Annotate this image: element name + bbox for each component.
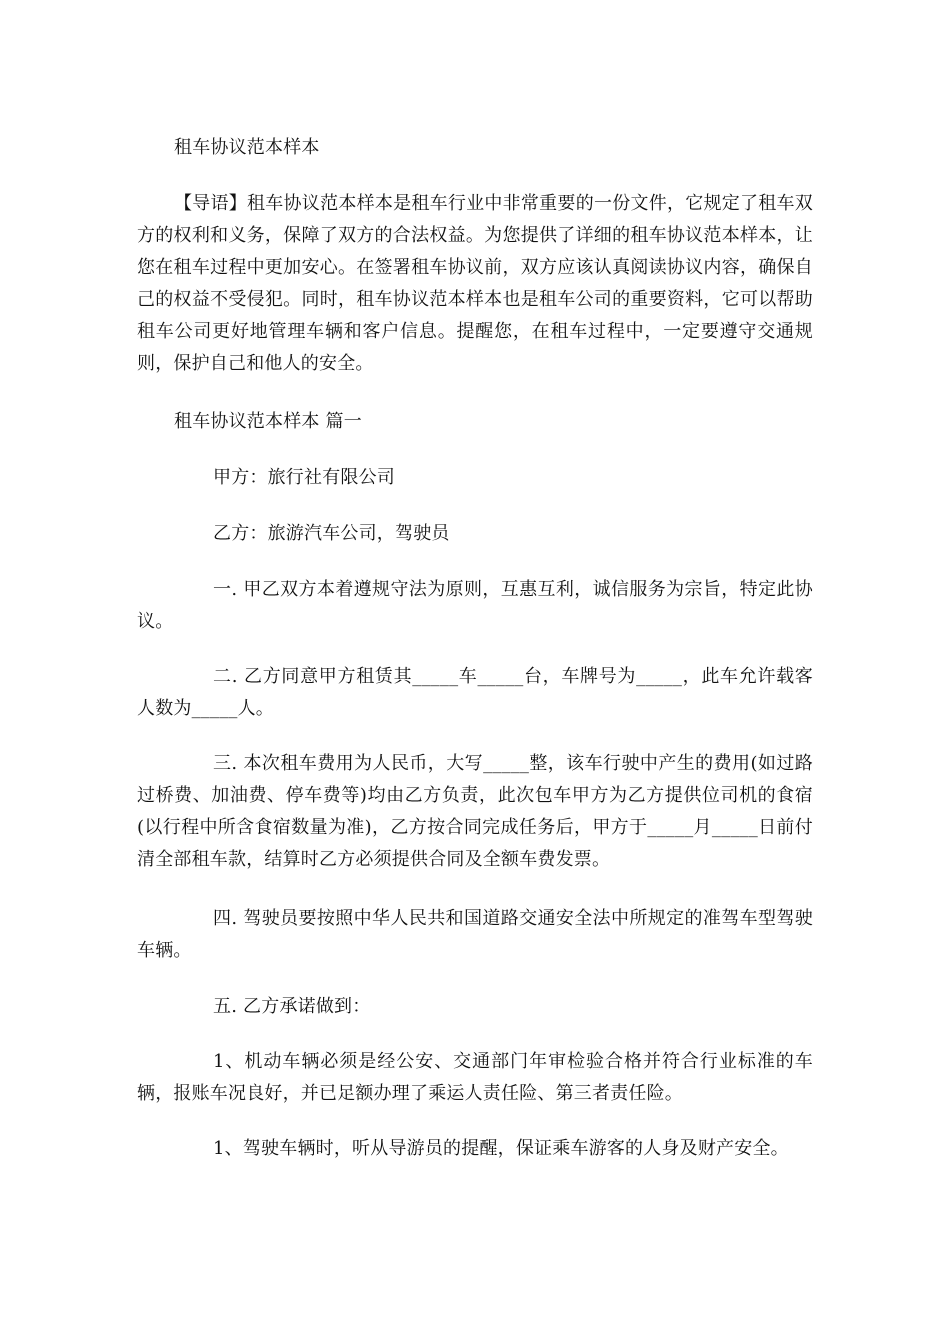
party-b: 乙方：旅游汽车公司，驾驶员 — [213, 523, 450, 544]
clause-5: 五. 乙方承诺做到： — [213, 996, 371, 1017]
party-a: 甲方：旅行社有限公司 — [213, 467, 395, 488]
document-title: 租车协议范本样本 — [174, 137, 320, 158]
clause-4: 四. 驾驶员要按照中华人民共和国道路交通安全法中所规定的准驾车型驾驶车辆。 — [137, 908, 813, 961]
list-item: 1、机动车辆必须是经公安、交通部门年审检验合格并符合行业标准的车辆，报账车况良好，并已足额办理了乘运人责任险、第三者责任险。 — [137, 1051, 813, 1104]
clause-1: 一. 甲乙双方本着遵规守法为原则，互惠互利，诚信服务为宗旨，特定此协议。 — [137, 579, 813, 632]
clause-3: 三. 本次租车费用为人民币，大写_____整，该车行驶中产生的费用(如过路过桥费、加油费、停车费等)均由乙方负责，此次包车甲方为乙方提供位司机的食宿(以行程中所含食宿数量为准)，乙方按合同完成任务后，甲方于_____月_____日前付清全部租车款，结算时乙方必须提供合同及全额车费发票。 — [137, 753, 813, 870]
section-heading: 租车协议范本样本 篇一 — [174, 411, 362, 432]
list-item: 1、驾驶车辆时，听从导游员的提醒，保证乘车游客的人身及财产安全。 — [213, 1138, 789, 1159]
intro-paragraph: 【导语】租车协议范本样本是租车行业中非常重要的一份文件，它规定了租车双方的权利和义务，保障了双方的合法权益。为您提供了详细的租车协议范本样本，让您在租车过程中更加安心。在签署租车协议前，双方应该认真阅读协议内容，确保自己的权益不受侵犯。同时，租车协议范本样本也是租车公司的重要资料，它可以帮助租车公司更好地管理车辆和客户信息。提醒您，在租车过程中，一定要遵守交通规则，保护自己和他人的安全。 — [137, 193, 813, 374]
clause-2: 二. 乙方同意甲方租赁其_____车_____台，车牌号为_____，此车允许载客人数为_____人。 — [137, 666, 813, 719]
